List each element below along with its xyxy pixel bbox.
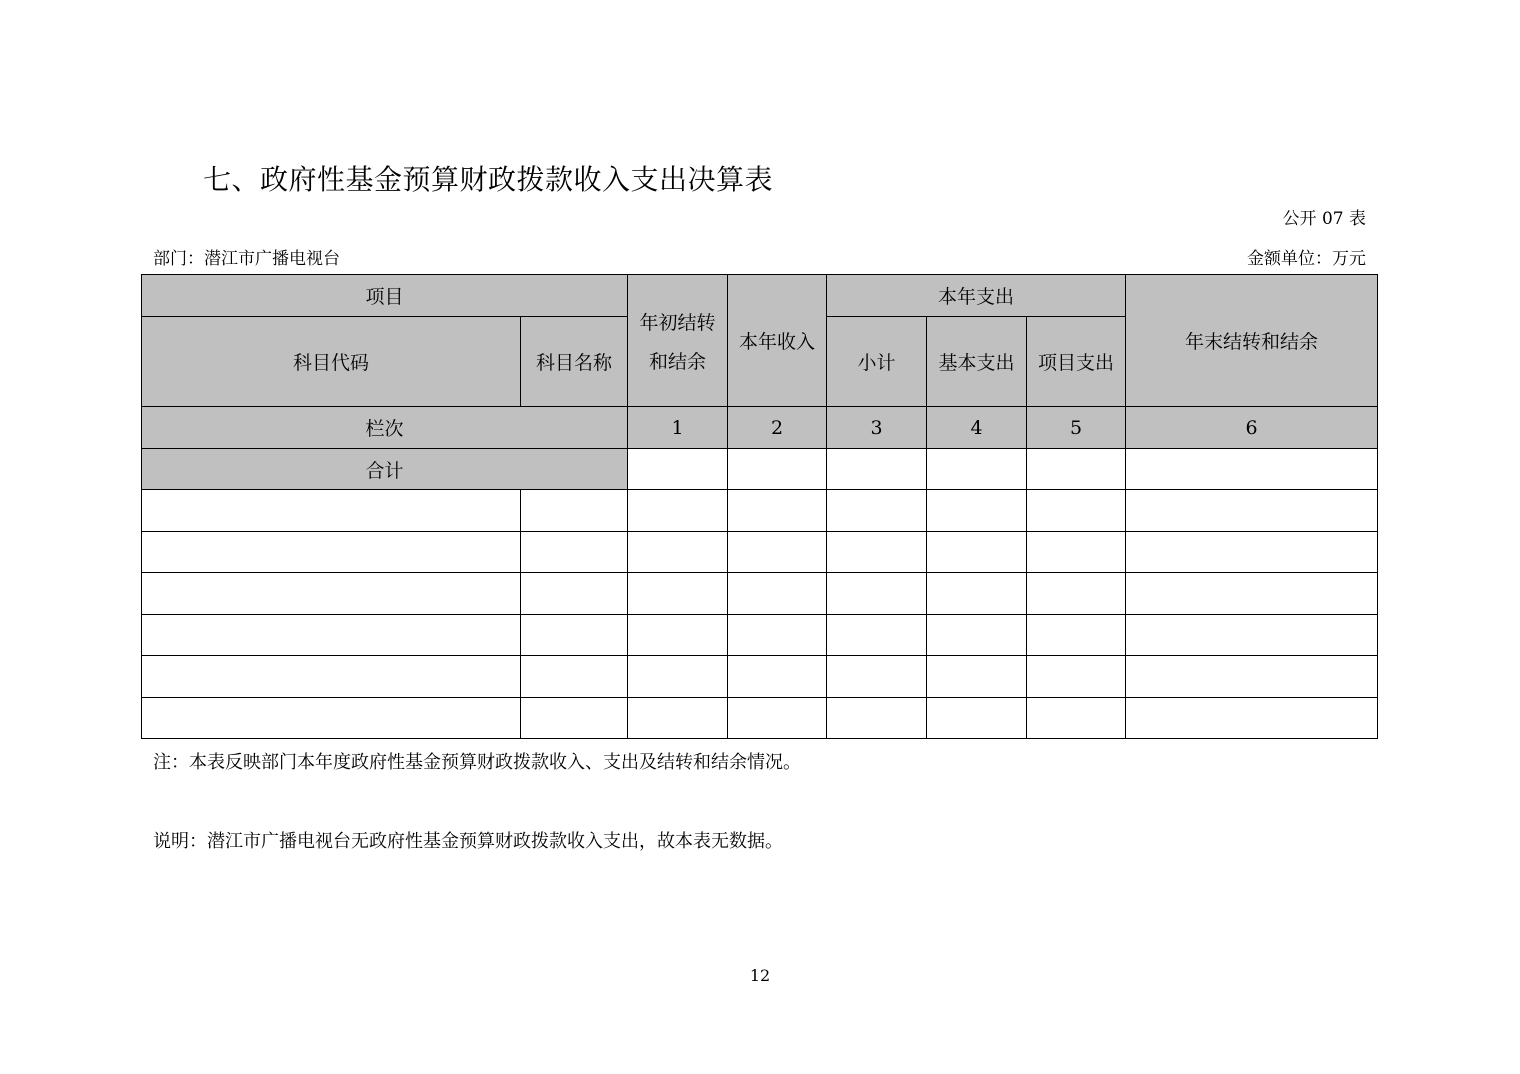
table-row: [142, 656, 1378, 698]
table-row: [142, 490, 1378, 532]
table-row: [142, 615, 1378, 656]
table-cell: [927, 449, 1027, 490]
table-cell: [827, 490, 927, 532]
page-title: 七、政府性基金预算财政拨款收入支出决算表: [203, 163, 774, 196]
header-begin-balance-line1: 年初结转: [639, 311, 716, 334]
table-cell: [927, 532, 1027, 573]
header-begin-balance: [628, 275, 728, 407]
header-name: 科目名称: [521, 317, 628, 407]
table-row: [142, 532, 1378, 573]
header-subtotal: 小计: [827, 317, 927, 407]
table-cell: [927, 698, 1027, 739]
table-cell: [628, 615, 728, 656]
table-cell: [521, 615, 628, 656]
form-number: 公开 07 表: [1282, 209, 1366, 229]
table-cell: [1027, 656, 1126, 698]
table-cell: [827, 656, 927, 698]
table-cell: [1027, 449, 1126, 490]
table-cell: [1126, 698, 1378, 739]
table-cell: [1126, 573, 1378, 615]
table-cell: [1126, 490, 1378, 532]
table-cell: [142, 615, 521, 656]
table-cell: [142, 490, 521, 532]
table-cell: [728, 615, 827, 656]
header-basic-expense: 基本支出: [927, 317, 1027, 407]
table-cell: [1126, 615, 1378, 656]
table-cell: [728, 490, 827, 532]
column-number: 3: [827, 407, 927, 449]
table-cell: [628, 656, 728, 698]
table-cell: [628, 490, 728, 532]
table-cell: [1027, 698, 1126, 739]
table-row: [142, 573, 1378, 615]
column-number: 2: [728, 407, 827, 449]
table-cell: [1027, 615, 1126, 656]
table-cell: [628, 532, 728, 573]
header-row-1: [142, 275, 1378, 317]
column-number: 1: [628, 407, 728, 449]
header-begin-balance-line2: 和结余: [649, 350, 707, 373]
table-cell: [927, 573, 1027, 615]
table-cell: [1027, 532, 1126, 573]
table-cell: [827, 698, 927, 739]
budget-table: [141, 274, 1378, 739]
table-cell: [728, 656, 827, 698]
table-cell: [827, 449, 927, 490]
table-cell: [1126, 449, 1378, 490]
table-cell: [728, 449, 827, 490]
table-cell: [728, 698, 827, 739]
table-cell: [521, 698, 628, 739]
header-code: 科目代码: [142, 317, 521, 407]
table-cell: [827, 615, 927, 656]
total-row: [142, 449, 1378, 490]
table-note: 注：本表反映部门本年度政府性基金预算财政拨款收入、支出及结转和结余情况。: [153, 752, 801, 773]
column-number-label: 栏次: [142, 407, 628, 449]
table-cell: [142, 573, 521, 615]
table-cell: [628, 449, 728, 490]
table-cell: [521, 573, 628, 615]
table-cell: [827, 573, 927, 615]
header-income: 本年收入: [728, 275, 827, 407]
table-cell: [628, 698, 728, 739]
table-cell: [1126, 656, 1378, 698]
header-item: 项目: [142, 275, 628, 317]
table-cell: [927, 656, 1027, 698]
column-number: 5: [1027, 407, 1126, 449]
column-number: 6: [1126, 407, 1378, 449]
table-cell: [728, 573, 827, 615]
table-cell: [927, 490, 1027, 532]
table-cell: [521, 656, 628, 698]
column-number-row: [142, 407, 1378, 449]
table-cell: [728, 532, 827, 573]
table-cell: [521, 490, 628, 532]
table-cell: [142, 698, 521, 739]
table-cell: [827, 532, 927, 573]
table-cell: [1027, 490, 1126, 532]
explanation-text: 说明：潜江市广播电视台无政府性基金预算财政拨款收入支出，故本表无数据。: [153, 831, 783, 852]
page-number: 12: [749, 966, 771, 985]
table-cell: [521, 532, 628, 573]
table-row: [142, 698, 1378, 739]
table-cell: [1027, 573, 1126, 615]
table-cell: [1126, 532, 1378, 573]
header-end-balance: 年末结转和结余: [1126, 275, 1378, 407]
header-project-expense: 项目支出: [1027, 317, 1126, 407]
table-cell: [927, 615, 1027, 656]
table-cell: [142, 532, 521, 573]
table-cell: [628, 573, 728, 615]
column-number: 4: [927, 407, 1027, 449]
table-cell: [142, 656, 521, 698]
total-label: 合计: [142, 449, 628, 490]
amount-unit-label: 金额单位：万元: [1247, 249, 1366, 269]
header-expense: 本年支出: [827, 275, 1126, 317]
department-label: 部门：潜江市广播电视台: [153, 249, 340, 269]
